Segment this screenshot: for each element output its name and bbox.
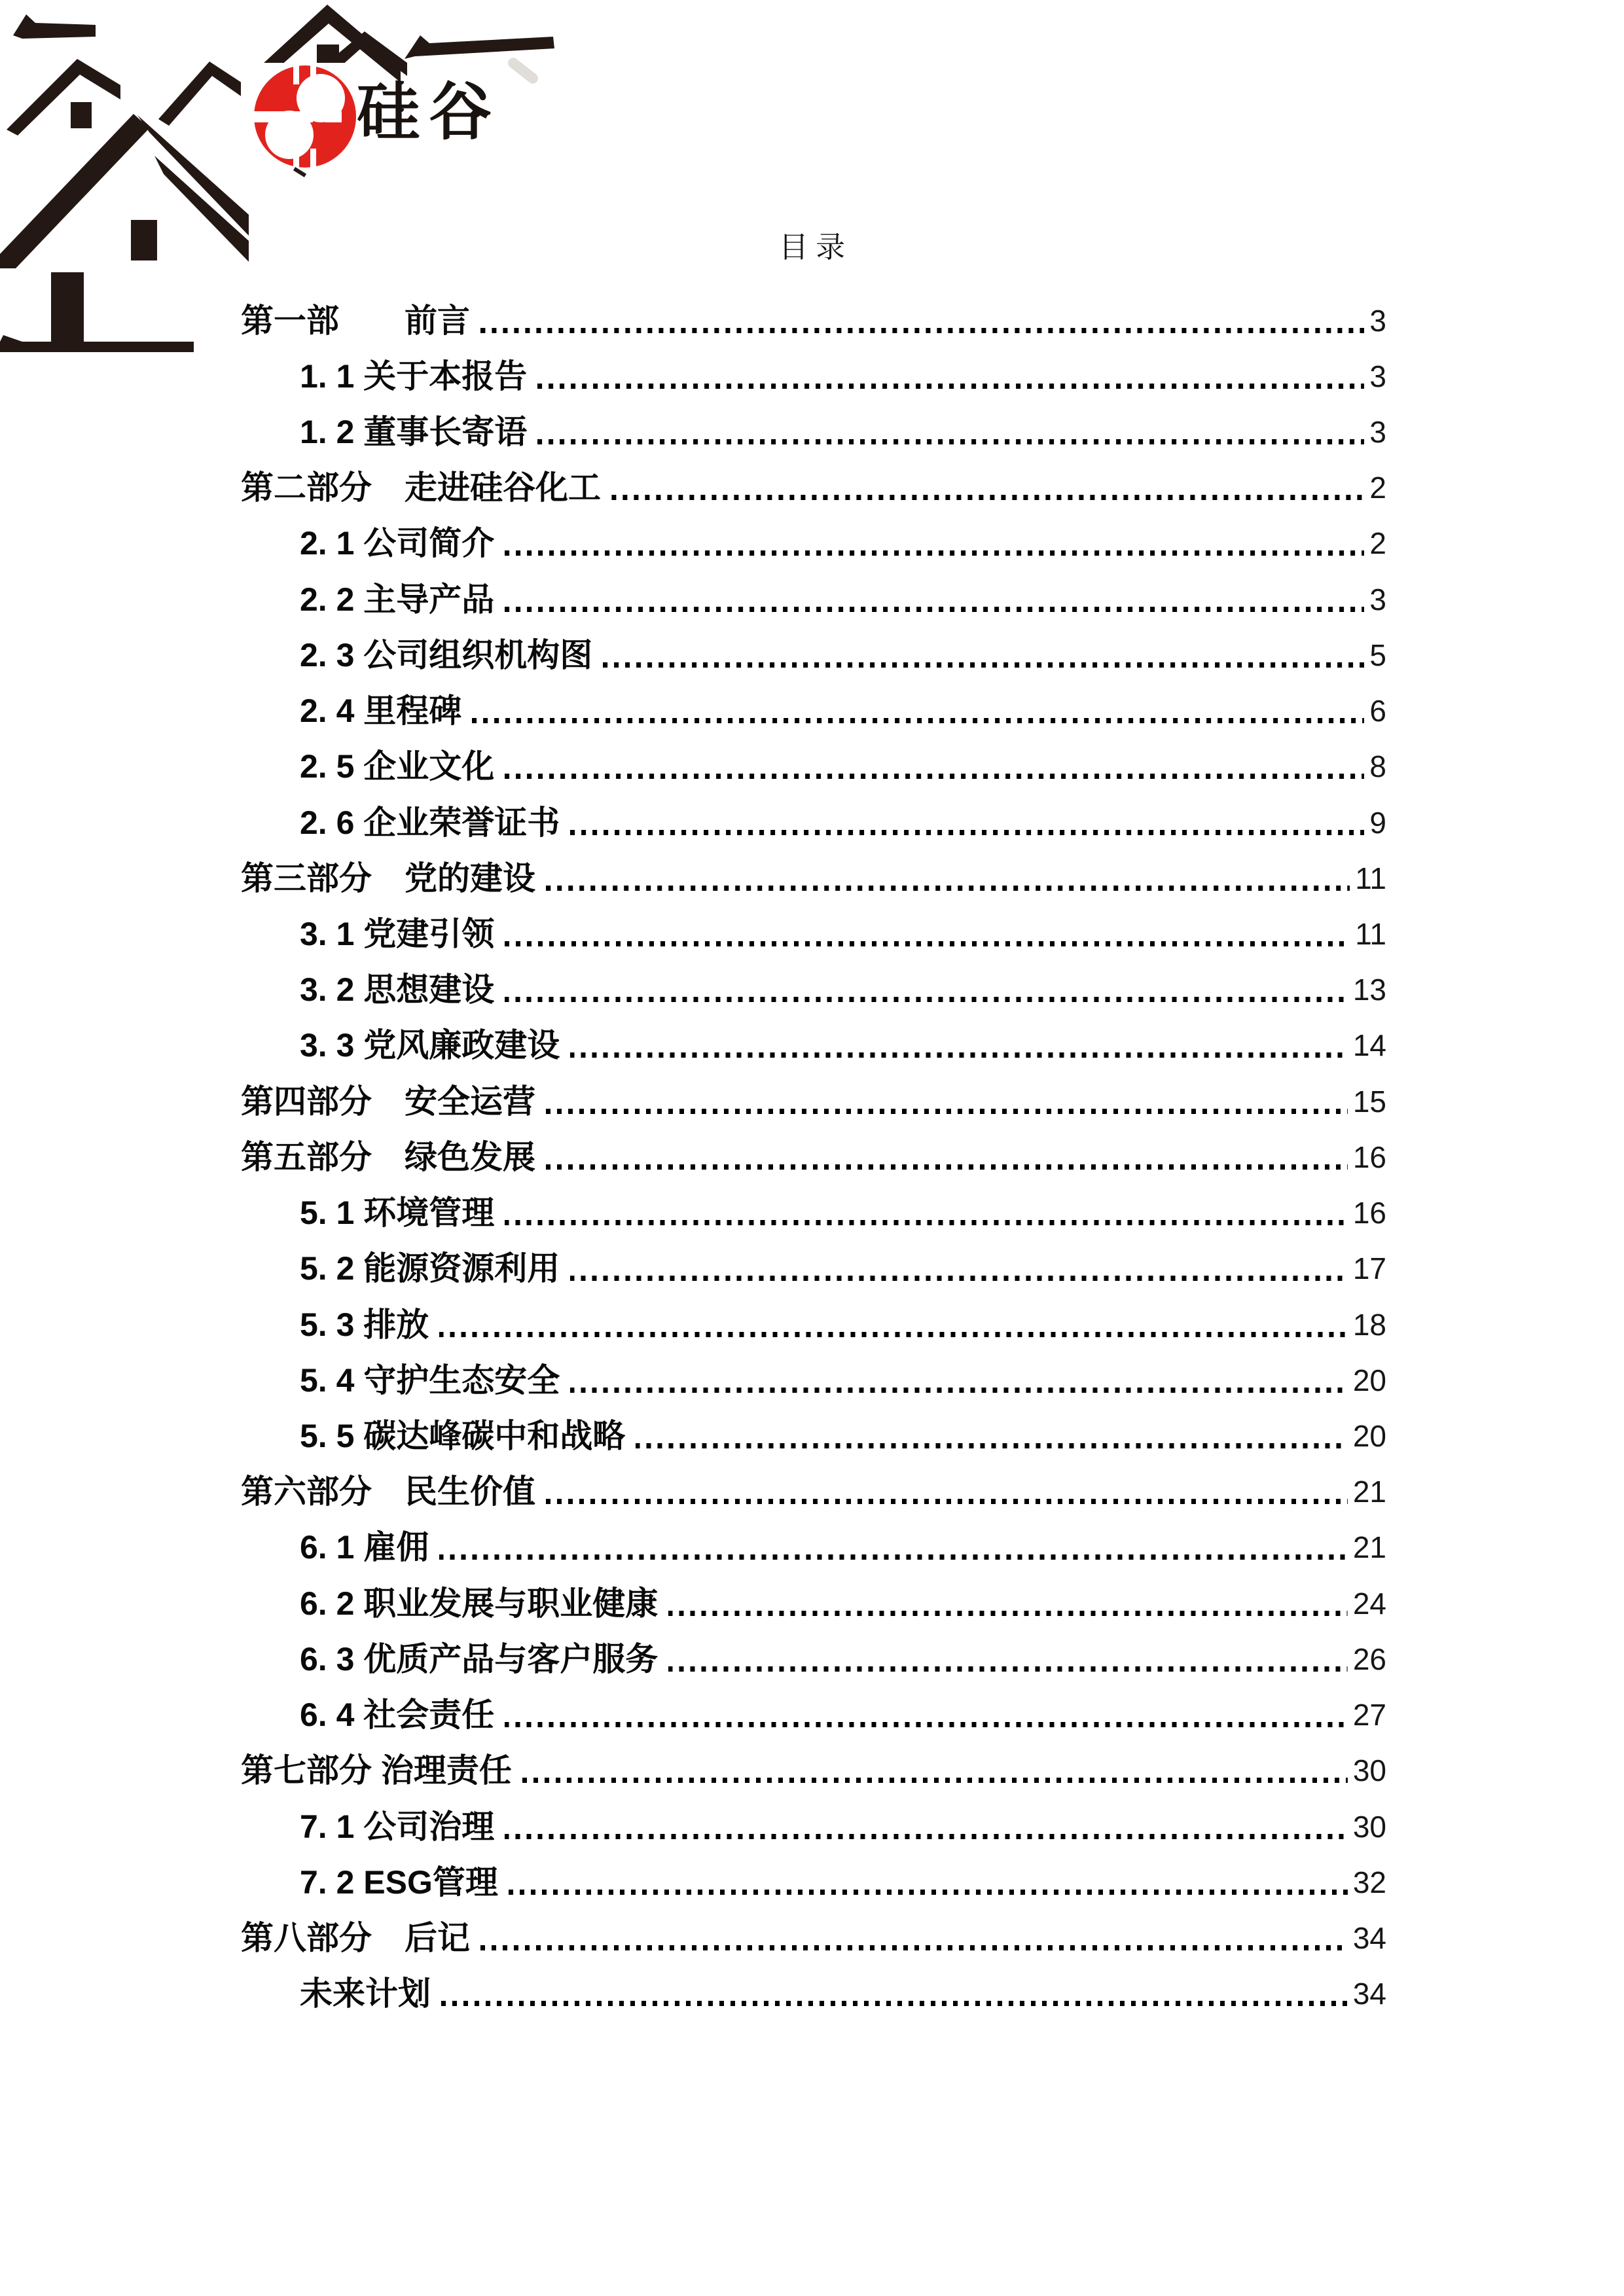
- toc-row[interactable]: [241, 348, 1386, 404]
- page-number: 21: [1352, 1475, 1386, 1509]
- toc-entry-label: 3. 1 党建引领: [300, 916, 495, 953]
- toc-row[interactable]: [241, 1854, 1386, 1910]
- toc-entry-label: 5. 1 环境管理: [300, 1194, 495, 1232]
- dot-leader: [505, 550, 1364, 556]
- toc-row[interactable]: [241, 962, 1386, 1018]
- toc-entry-label: 6. 1 雇佣: [300, 1529, 429, 1566]
- page-number: 26: [1352, 1641, 1386, 1676]
- page-number: 2: [1369, 526, 1386, 561]
- toc-entry-label: 6. 3 优质产品与客户服务: [300, 1640, 659, 1677]
- page-number: 3: [1369, 303, 1386, 338]
- toc-row[interactable]: [241, 1910, 1386, 1965]
- toc-entry-label: 7. 2 ESG管理: [300, 1863, 498, 1901]
- toc-row[interactable]: [241, 571, 1386, 627]
- toc-row[interactable]: [241, 293, 1386, 348]
- page-title: 目 录: [778, 231, 846, 264]
- page-number: 15: [1352, 1084, 1386, 1119]
- dot-leader: [603, 662, 1364, 668]
- toc-row[interactable]: [241, 1966, 1386, 2022]
- toc-entry-label: 1. 1 关于本报告: [300, 357, 528, 395]
- toc-row[interactable]: [241, 906, 1386, 961]
- dot-leader: [480, 1945, 1348, 1950]
- page-number: 13: [1352, 973, 1386, 1007]
- toc-row[interactable]: [241, 1241, 1386, 1297]
- dot-leader: [505, 774, 1364, 779]
- dot-leader: [570, 1276, 1348, 1281]
- page-number: 34: [1352, 1920, 1386, 1955]
- page-number: 30: [1352, 1753, 1386, 1788]
- dot-leader: [668, 1611, 1348, 1616]
- page-number: 6: [1369, 694, 1386, 728]
- toc-entry-label: 2. 4 里程碑: [300, 692, 462, 730]
- toc-row[interactable]: [241, 683, 1386, 739]
- toc-entry-label: 未来计划: [300, 1975, 431, 2013]
- toc-entry-label: 第五部分 绿色发展: [241, 1138, 535, 1175]
- page-number: 11: [1355, 861, 1386, 895]
- toc-row[interactable]: [241, 1743, 1386, 1799]
- page-number: 5: [1369, 637, 1386, 672]
- page-number: 3: [1369, 359, 1386, 393]
- page-number: 16: [1352, 1196, 1386, 1230]
- toc-row[interactable]: [241, 1687, 1386, 1742]
- toc-entry-label: 第二部分 走进硅谷化工: [241, 469, 601, 507]
- toc-row[interactable]: [241, 1073, 1386, 1129]
- toc-row[interactable]: [241, 1631, 1386, 1687]
- toc-entry-label: 2. 5 企业文化: [300, 748, 495, 785]
- toc-row[interactable]: [241, 850, 1386, 906]
- toc-entry-label: 第七部分 治理责任: [241, 1752, 512, 1789]
- table-of-contents: [241, 293, 1386, 2022]
- dot-leader: [570, 1388, 1348, 1393]
- toc-row[interactable]: [241, 1520, 1386, 1575]
- toc-entry-label: 2. 3 公司组织机构图: [300, 636, 593, 673]
- toc-entry-label: 2. 6 企业荣誉证书: [300, 804, 560, 841]
- toc-row[interactable]: [241, 1185, 1386, 1241]
- toc-entry-label: 第一部 前言: [241, 302, 470, 339]
- page-number: 3: [1369, 582, 1386, 617]
- toc-entry-label: 6. 2 职业发展与职业健康: [300, 1585, 659, 1622]
- toc-entry-label: 3. 2 思想建设: [300, 971, 495, 1009]
- page-number: 24: [1352, 1586, 1386, 1621]
- toc-row[interactable]: [241, 1129, 1386, 1185]
- toc-entry-label: 5. 5 碳达峰碳中和战略: [300, 1417, 626, 1454]
- toc-row[interactable]: [241, 404, 1386, 459]
- toc-entry-label: 2. 1 公司简介: [300, 525, 495, 562]
- toc-row[interactable]: [241, 1464, 1386, 1520]
- dot-leader: [546, 886, 1350, 891]
- toc-entry-label: 1. 2 董事长寄语: [300, 414, 528, 451]
- toc-entry-label: 7. 1 公司治理: [300, 1808, 495, 1845]
- page-number: 27: [1352, 1698, 1386, 1732]
- dot-leader: [546, 1499, 1348, 1504]
- toc-entry-label: 5. 2 能源资源利用: [300, 1250, 560, 1287]
- toc-row[interactable]: [241, 516, 1386, 571]
- dot-leader: [505, 941, 1350, 946]
- toc-entry-label: 第三部分 党的建设: [241, 859, 535, 897]
- dot-leader: [522, 1778, 1348, 1783]
- page-number: 21: [1352, 1530, 1386, 1565]
- dot-leader: [439, 1332, 1348, 1337]
- dot-leader: [668, 1666, 1348, 1672]
- toc-entry-label: 第六部分 民生价值: [241, 1473, 535, 1511]
- toc-row[interactable]: [241, 1018, 1386, 1073]
- dot-leader: [472, 718, 1364, 723]
- toc-row[interactable]: [241, 627, 1386, 683]
- page-number: 17: [1352, 1251, 1386, 1286]
- dot-leader: [439, 1554, 1348, 1560]
- page-number: 30: [1352, 1809, 1386, 1844]
- dot-leader: [505, 607, 1364, 612]
- toc-row[interactable]: [241, 1352, 1386, 1408]
- dot-leader: [546, 1164, 1348, 1170]
- toc-entry-label: 5. 3 排放: [300, 1306, 429, 1343]
- dot-leader: [505, 997, 1348, 1002]
- dot-leader: [611, 495, 1364, 500]
- page-number: 32: [1352, 1865, 1386, 1899]
- toc-row[interactable]: [241, 1408, 1386, 1463]
- toc-row[interactable]: [241, 460, 1386, 516]
- dot-leader: [505, 1834, 1348, 1839]
- dot-leader: [570, 830, 1364, 835]
- dot-leader: [441, 2001, 1348, 2006]
- dot-leader: [636, 1443, 1348, 1448]
- toc-entry-label: 2. 2 主导产品: [300, 581, 495, 618]
- toc-row[interactable]: [241, 739, 1386, 795]
- dot-leader: [570, 1052, 1348, 1058]
- page-number: 14: [1352, 1028, 1386, 1063]
- dot-leader: [546, 1109, 1348, 1114]
- toc-entry-label: 3. 3 党风廉政建设: [300, 1027, 560, 1064]
- toc-row[interactable]: [241, 795, 1386, 850]
- page-number: 9: [1369, 805, 1386, 840]
- dot-leader: [509, 1890, 1348, 1895]
- page-number: 34: [1352, 1977, 1386, 2011]
- toc-row[interactable]: [241, 1575, 1386, 1631]
- toc-row[interactable]: [241, 1799, 1386, 1854]
- dot-leader: [537, 439, 1364, 444]
- dot-leader: [537, 384, 1364, 389]
- page-number: 8: [1369, 749, 1386, 784]
- page-number: 18: [1352, 1307, 1386, 1342]
- dot-leader: [480, 328, 1364, 333]
- page-number: 20: [1352, 1363, 1386, 1397]
- page-number: 2: [1369, 471, 1386, 505]
- toc-entry-label: 第四部分 安全运营: [241, 1083, 535, 1120]
- page-number: 20: [1352, 1418, 1386, 1453]
- toc-entry-label: 第八部分 后记: [241, 1919, 470, 1956]
- page-number: 3: [1369, 415, 1386, 450]
- page-number: 16: [1352, 1139, 1386, 1174]
- brand-text: 硅谷: [357, 77, 501, 147]
- toc-entry-label: 6. 4 社会责任: [300, 1696, 495, 1734]
- toc-row[interactable]: [241, 1297, 1386, 1352]
- dot-leader: [505, 1220, 1348, 1225]
- dot-leader: [505, 1722, 1348, 1727]
- page-number: 11: [1355, 917, 1386, 952]
- toc-entry-label: 5. 4 守护生态安全: [300, 1361, 560, 1399]
